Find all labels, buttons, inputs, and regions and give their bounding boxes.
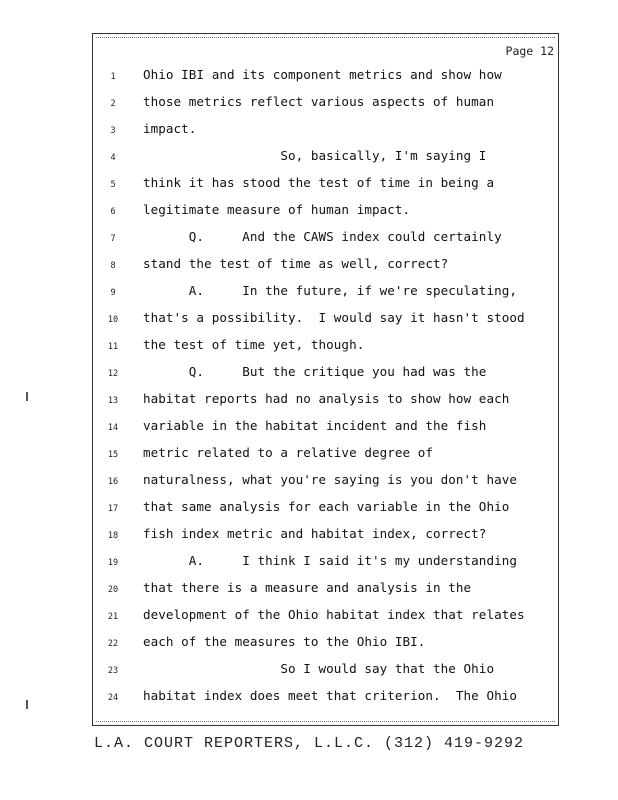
transcript-line <box>93 416 560 443</box>
line-number: 16 <box>107 477 119 487</box>
line-text: habitat reports had no analysis to show how each <box>143 391 510 406</box>
line-number: 14 <box>107 423 119 433</box>
line-text: each of the measures to the Ohio IBI. <box>143 634 426 649</box>
line-number: 5 <box>110 180 116 190</box>
line-text: variable in the habitat incident and the fish <box>143 418 487 433</box>
transcript-line <box>93 335 560 362</box>
line-text: that same analysis for each variable in the Ohio <box>143 499 510 514</box>
line-text: those metrics reflect various aspects of human <box>143 94 495 109</box>
transcript-line <box>93 659 560 686</box>
transcript-line <box>93 497 560 524</box>
line-number: 17 <box>107 504 119 514</box>
transcript-line <box>93 578 560 605</box>
line-text: development of the Ohio habitat index that relates <box>143 607 525 622</box>
transcript-line <box>93 470 560 497</box>
line-number: 3 <box>110 126 116 136</box>
line-text: stand the test of time as well, correct? <box>143 256 449 271</box>
line-number: 8 <box>110 261 116 271</box>
line-number: 9 <box>110 288 116 298</box>
line-text: habitat index does meet that criterion. The Ohio <box>143 688 517 703</box>
line-number: 24 <box>107 693 119 703</box>
transcript-line <box>93 173 560 200</box>
line-number: 10 <box>107 315 119 325</box>
transcript-line <box>93 281 560 308</box>
margin-mark <box>26 392 28 401</box>
line-text: metric related to a relative degree of <box>143 445 434 460</box>
transcript-line <box>93 227 560 254</box>
line-number: 13 <box>107 396 119 406</box>
line-text: the test of time yet, though. <box>143 337 365 352</box>
line-number: 12 <box>107 369 119 379</box>
transcript-line <box>93 200 560 227</box>
transcript-line <box>93 308 560 335</box>
reporter-footer: L.A. COURT REPORTERS, L.L.C. (312) 419-9292 <box>93 735 525 752</box>
transcript-page <box>92 33 559 726</box>
transcript-line <box>93 551 560 578</box>
margin-mark <box>26 700 28 709</box>
transcript-line <box>93 119 560 146</box>
line-text: naturalness, what you're saying is you don't have <box>143 472 517 487</box>
line-number: 18 <box>107 531 119 541</box>
line-text: impact. <box>143 121 197 136</box>
line-number: 20 <box>107 585 119 595</box>
transcript-line <box>93 146 560 173</box>
transcript-line <box>93 632 560 659</box>
line-number: 4 <box>110 153 116 163</box>
line-number: 19 <box>107 558 119 568</box>
line-text: legitimate measure of human impact. <box>143 202 411 217</box>
transcript-line <box>93 92 560 119</box>
line-text: So I would say that the Ohio <box>143 661 495 676</box>
line-number: 2 <box>110 99 116 109</box>
line-number: 22 <box>107 639 119 649</box>
line-text: A. I think I said it's my understanding <box>143 553 517 568</box>
line-number: 11 <box>107 342 119 352</box>
transcript-line <box>93 524 560 551</box>
line-number: 1 <box>110 72 116 82</box>
line-text: that's a possibility. I would say it hasn't stood <box>143 310 525 325</box>
line-number: 23 <box>107 666 119 676</box>
line-text: Ohio IBI and its component metrics and show how <box>143 67 502 82</box>
line-number: 15 <box>107 450 119 460</box>
transcript-line <box>93 443 560 470</box>
line-text: think it has stood the test of time in being a <box>143 175 495 190</box>
line-text: that there is a measure and analysis in the <box>143 580 472 595</box>
line-text: Q. But the critique you had was the <box>143 364 487 379</box>
line-text: A. In the future, if we're speculating, <box>143 283 517 298</box>
line-text: So, basically, I'm saying I <box>143 148 487 163</box>
line-number: 6 <box>110 207 116 217</box>
line-number: 21 <box>107 612 119 622</box>
line-text: fish index metric and habitat index, correct? <box>143 526 487 541</box>
page-number: Page 12 <box>505 44 554 58</box>
transcript-line <box>93 65 560 92</box>
transcript-line <box>93 389 560 416</box>
transcript-line <box>93 254 560 281</box>
line-text: Q. And the CAWS index could certainly <box>143 229 502 244</box>
transcript-line <box>93 362 560 389</box>
transcript-line <box>93 605 560 632</box>
transcript-line <box>93 686 560 713</box>
line-number: 7 <box>110 234 116 244</box>
